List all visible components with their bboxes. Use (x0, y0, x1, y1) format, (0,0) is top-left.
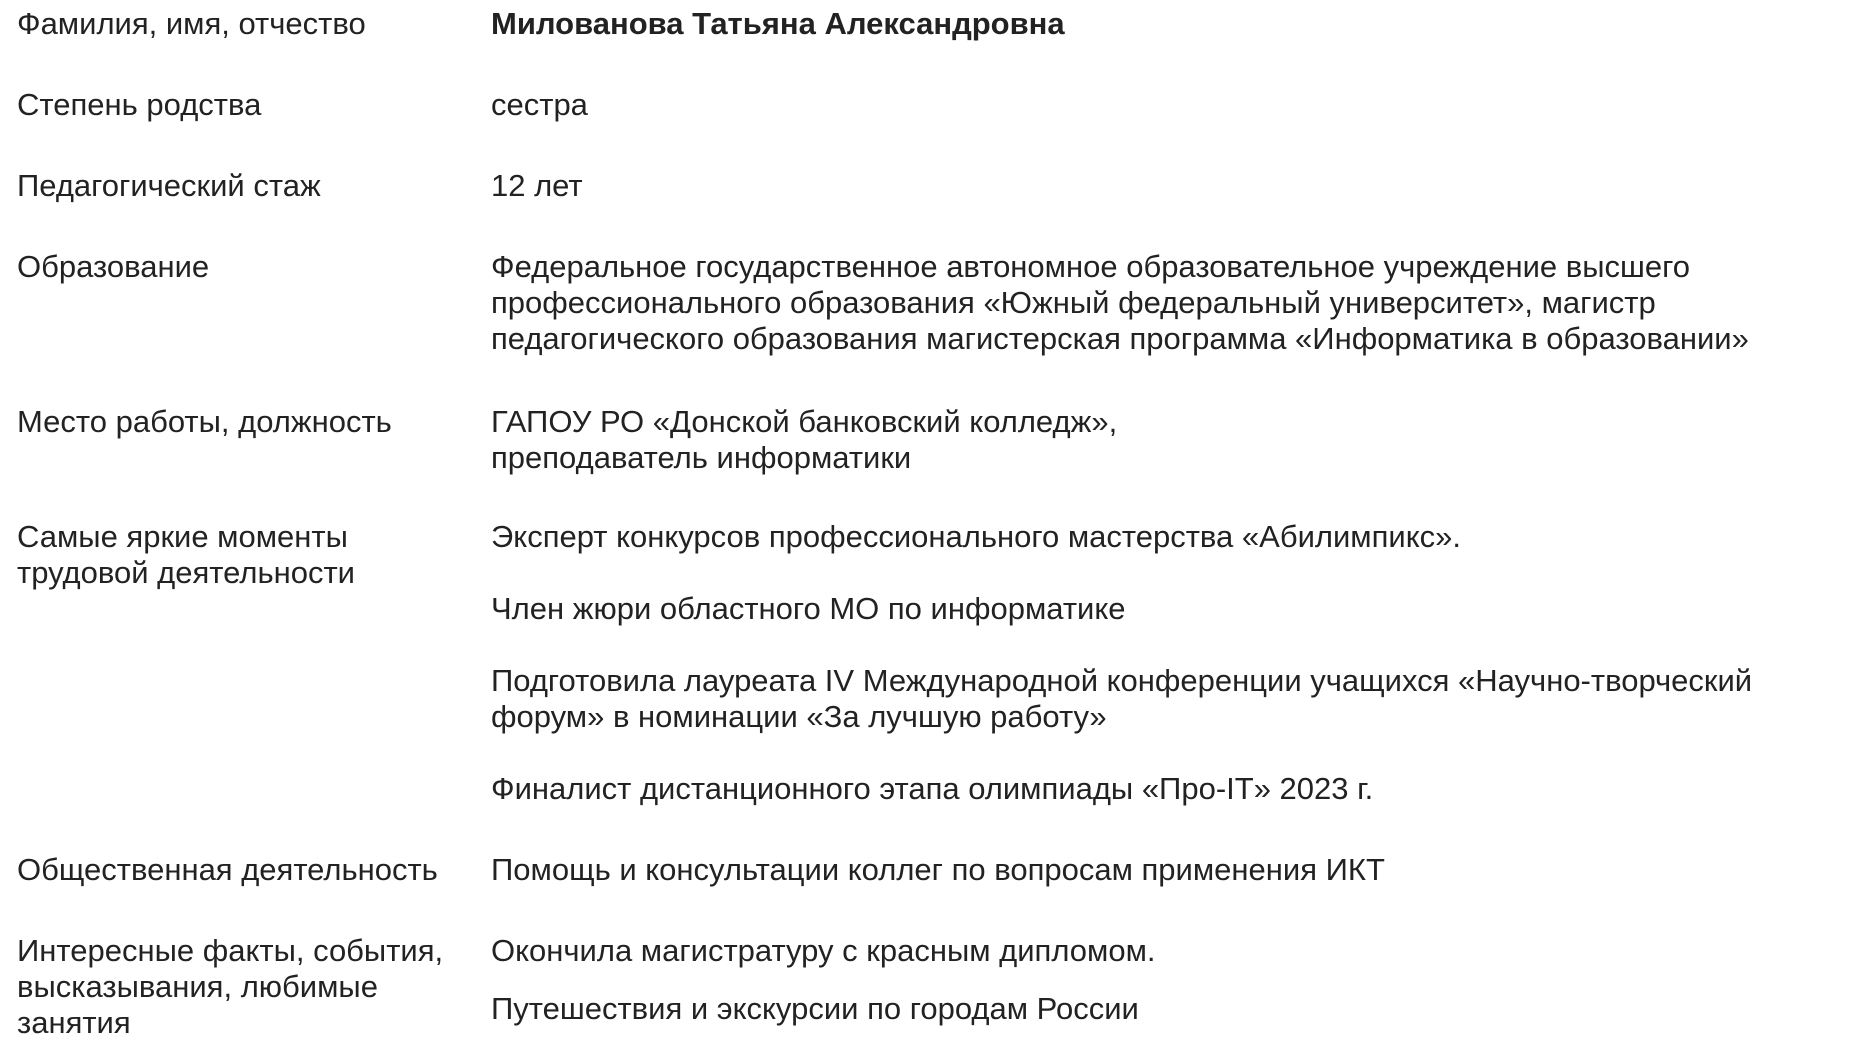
fact-item: Путешествия и экскурсии по городам России (491, 991, 1139, 1026)
value-highlights (491, 519, 1868, 807)
row-experience (17, 168, 1868, 249)
value-work (491, 404, 1868, 476)
value-social: Помощь и консультации коллег по вопросам применения ИКТ (491, 852, 1385, 887)
highlight-item (491, 771, 1868, 807)
highlight-line: Подготовила лауреата IV Международной конференции учащихся «Научно-творческий (491, 663, 1753, 698)
work-line: ГАПОУ РО «Донской банковский колледж», (491, 404, 1118, 439)
label-highlights (17, 519, 491, 591)
highlight-line: Член жюри областного МО по информатике (491, 591, 1126, 626)
label-facts-line: высказывания, любимые (17, 969, 378, 1004)
label-facts-line: занятия (17, 1005, 131, 1040)
highlight-item (491, 663, 1868, 735)
row-work (17, 404, 1868, 519)
work-line: преподаватель информатики (491, 440, 912, 475)
row-facts (17, 933, 1868, 1053)
label-education: Образование (17, 249, 210, 284)
label-facts-line: Интересные факты, события, (17, 933, 444, 968)
highlight-line: форум» в номинации «За лучшую работу» (491, 699, 1107, 734)
value-facts (491, 933, 1868, 1027)
highlight-item (491, 591, 1868, 627)
education-line: Федеральное государственное автономное образовательное учреждение высшего (491, 249, 1690, 284)
row-highlights (17, 519, 1868, 852)
row-fio (17, 6, 1868, 87)
label-highlights-line: Самые яркие моменты (17, 519, 348, 554)
value-fio: Милованова Татьяна Александровна (491, 6, 1065, 41)
label-relation: Степень родства (17, 87, 262, 122)
highlight-line: Эксперт конкурсов профессионального мастерства «Абилимпикс». (491, 519, 1461, 554)
education-line: профессионального образования «Южный федеральный университет», магистр (491, 285, 1656, 320)
education-line: педагогического образования магистерская программа «Информатика в образовании» (491, 321, 1749, 356)
label-fio: Фамилия, имя, отчество (17, 6, 366, 41)
fact-item: Окончила магистратуру с красным дипломом. (491, 933, 1156, 968)
value-education (491, 249, 1868, 357)
label-highlights-line: трудовой деятельности (17, 555, 355, 590)
value-experience: 12 лет (491, 168, 583, 203)
highlight-line: Финалист дистанционного этапа олимпиады «Про-IT» 2023 г. (491, 771, 1374, 806)
label-facts (17, 933, 491, 1041)
row-social (17, 852, 1868, 933)
label-social: Общественная деятельность (17, 852, 438, 887)
row-education (17, 249, 1868, 404)
value-relation: сестра (491, 87, 588, 122)
highlight-item (491, 519, 1868, 555)
row-relation (17, 87, 1868, 168)
label-experience: Педагогический стаж (17, 168, 321, 203)
label-work: Место работы, должность (17, 404, 392, 439)
